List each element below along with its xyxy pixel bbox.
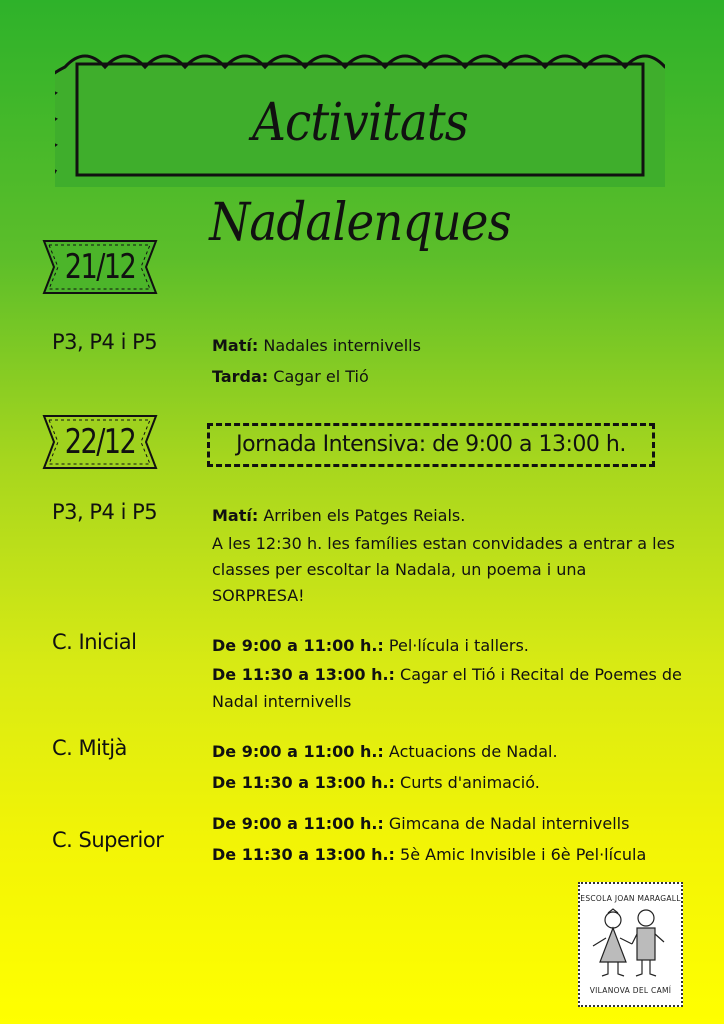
line-label: Matí: [212, 336, 259, 355]
group-label: C. Inicial [52, 630, 137, 654]
line-text: Curts d'animació. [400, 773, 540, 792]
date-label: 22/12 [64, 422, 136, 462]
entry-lines [212, 808, 646, 870]
line-label: De 9:00 a 11:00 h.: [212, 636, 384, 655]
line-text: Pel·lícula i tallers. [388, 636, 529, 655]
entry-lines [212, 736, 558, 798]
page-title: Activitats Nadalenques [209, 93, 511, 253]
date-tag-day2 [40, 412, 160, 472]
line-text: Gimcana de Nadal internivells [388, 814, 630, 833]
date-tag-day1 [40, 237, 160, 297]
entry-lines [212, 630, 682, 715]
group-label: C. Superior [52, 828, 164, 852]
line-label: De 11:30 a 13:00 h.: [212, 665, 395, 684]
line-text: Cagar el Tió [273, 367, 369, 386]
children-holding-hands-icon [588, 906, 673, 986]
line-text: Actuacions de Nadal. [388, 742, 558, 761]
entry-lines [212, 330, 421, 392]
line-label: Matí: [212, 506, 259, 525]
line-text: A les 12:30 h. les famílies estan convidades a entrar a les classes per escoltar la Nadala, un poema i una SORPRESA! [212, 534, 675, 605]
date-label: 21/12 [64, 247, 136, 287]
school-logo [578, 882, 683, 1007]
line-label: De 11:30 a 13:00 h.: [212, 773, 395, 792]
logo-bottom-text: VILANOVA DEL CAMÍ [589, 986, 672, 995]
group-label: C. Mitjà [52, 736, 127, 760]
line-label: De 9:00 a 11:00 h.: [212, 742, 384, 761]
line-label: Tarda: [212, 367, 269, 386]
line-label: De 11:30 a 13:00 h.: [212, 845, 395, 864]
line-text: Nadales internivells [263, 336, 421, 355]
group-label: P3, P4 i P5 [52, 500, 158, 524]
line-text: Cagar el Tió i Recital de Poemes de Nadal internivells [212, 665, 682, 711]
line-label: De 9:00 a 11:00 h.: [212, 814, 384, 833]
notice-box: Jornada Intensiva: de 9:00 a 13:00 h. [207, 423, 655, 467]
logo-top-text: ESCOLA JOAN MARAGALL [580, 894, 681, 903]
group-label: P3, P4 i P5 [52, 330, 158, 354]
line-text: Arriben els Patges Reials. [263, 506, 466, 525]
line-text: 5è Amic Invisible i 6è Pel·lícula [400, 845, 647, 864]
entry-lines [212, 500, 682, 609]
